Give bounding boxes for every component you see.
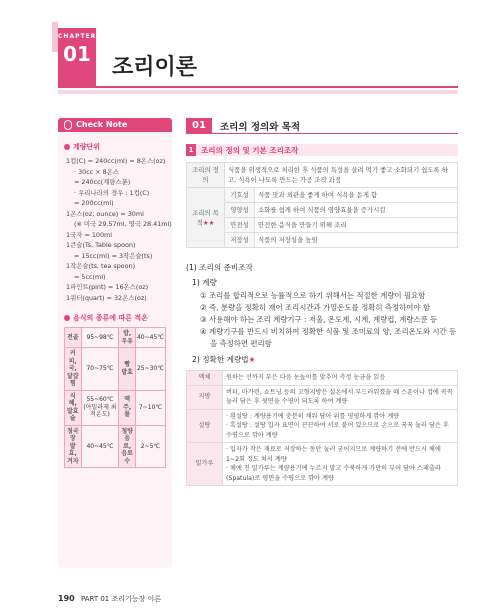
check-note-header — [58, 118, 172, 132]
table-row — [187, 409, 458, 443]
bullet-icon — [64, 144, 70, 150]
definition-table — [186, 162, 458, 248]
unit-line: 1국자 = 100ml — [66, 230, 113, 239]
unit-line: = 5cc(ml) — [74, 272, 106, 281]
unit-line: · 30cc × 8온스 — [74, 167, 120, 176]
unit-line: 1쿼터(quart) = 32온스(oz) — [66, 293, 147, 302]
method-ingredient: 액체 — [187, 371, 223, 386]
purpose-desc: 소화를 쉽게 하여 식품의 영양효율을 증가시킴 — [255, 203, 458, 218]
table-row — [65, 390, 166, 425]
purpose-desc: 안전한 음식을 만들기 위해 조리 — [255, 218, 458, 233]
unit-line: = 240cc(계량스푼) — [74, 178, 131, 186]
temp-cell: 2~5℃ — [135, 425, 165, 468]
units-list — [58, 156, 172, 303]
list-item: ④ 계량기구를 반드시 비치하여 정확한 식품 및 조미료의 양, 조리온도와 시간 등을 측정하면 편리함 — [200, 327, 457, 348]
unit-line: 1큰술(Ts, Table spoon) — [66, 241, 136, 249]
table-row — [65, 348, 166, 391]
temp-cell: 55~60℃ (아밀라제 최적온도) — [81, 390, 119, 425]
purpose-key: 기호성 — [225, 188, 255, 203]
importance-stars: ★★ — [202, 218, 215, 227]
food-cell: 청국장 발효, 겨자 — [65, 425, 82, 468]
purpose-desc: 식품의 저장성을 높임 — [255, 233, 458, 248]
prep-heading: (1) 조리의 준비조작 — [186, 263, 253, 272]
measurement-method-table — [186, 370, 458, 486]
method-ingredient: 밀가루 — [187, 443, 223, 486]
subsection-header — [186, 144, 458, 156]
food-cell: 빵 발효 — [119, 348, 136, 391]
check-note-title: Check Note — [76, 120, 128, 129]
chapter-label: CHAPTER — [58, 33, 97, 40]
method-ingredient: 설탕 — [187, 409, 223, 443]
unit-line: 1온스(oz; ounce) = 30ml — [66, 209, 144, 218]
list-item: ① 조리를 합리적으로 능률적으로 하기 위해서는 적절한 계량이 필요함 — [200, 291, 426, 300]
unit-line: 1파인트(pint) = 16온스(oz) — [66, 283, 149, 291]
temperature-table — [64, 327, 166, 468]
definition-text: 식품을 위생적으로 처리한 후 식품의 특성을 살려 먹기 좋고 소화되기 쉽도록 하고, 식욕이 나도록 만드는 가공 조작 과정 — [225, 163, 458, 188]
table-row — [187, 163, 458, 188]
bullet-icon — [64, 315, 70, 321]
chapter-title: 조리이론 — [112, 55, 198, 80]
temp-cell: 40~45℃ — [135, 328, 165, 348]
table-row — [65, 328, 166, 348]
temp-cell: 40~45℃ — [81, 425, 119, 468]
subsection-title: 조리의 정의 및 기본 조리조작 — [201, 145, 299, 155]
section-header — [186, 118, 458, 134]
purpose-key: 안전성 — [225, 218, 255, 233]
method-desc: 원하는 선까지 부은 다음 눈높이를 맞추어 측정 눈금을 읽음 — [223, 371, 458, 386]
unit-line: 1작은술(ts, tea spoon) — [66, 262, 136, 270]
food-cell: 식혜, 발효 술 — [65, 390, 82, 425]
table-row — [187, 188, 458, 203]
method-desc: · 흰설탕 : 계량용기에 충분히 채워 담아 위를 평평하게 깎아 계량 · 흑설탕 : 설탕 입자 표면이 끈끈하여 서로 붙어 있으므로 손으로 꾹꾹 눌러 담은 후 수평으로 깎아 계량 — [223, 409, 458, 443]
table-row — [187, 385, 458, 409]
list-item: ② 즉, 분량을 정확히 재어 조리시간과 가열온도를 정확히 측정하여야 함 — [200, 303, 431, 312]
temp-cell: 95~98℃ — [81, 328, 119, 348]
header-divider — [58, 86, 458, 88]
method-heading: 2) 정확한 계량법★ — [192, 355, 256, 364]
chapter-number: 01 — [63, 42, 91, 66]
definition-label: 조리의 정의 — [187, 163, 225, 188]
temp-cell: 70~75℃ — [81, 348, 119, 391]
table-row — [187, 371, 458, 386]
section-title: 조리의 정의와 목적 — [220, 121, 301, 133]
temp-cell: 25~30℃ — [135, 348, 165, 391]
table-row — [187, 443, 458, 486]
table-row — [187, 218, 458, 233]
food-cell: 맥주, 물 — [119, 390, 136, 425]
purpose-desc: 식품 맛과 외관을 좋게 하여 식욕을 돋게 함 — [255, 188, 458, 203]
table-row — [187, 233, 458, 248]
temp-cell: 7~10℃ — [135, 390, 165, 425]
unit-line: = 200cc(ml) — [74, 199, 114, 207]
table-row — [65, 425, 166, 468]
purpose-key: 영양성 — [225, 203, 255, 218]
subsection-number: 1 — [186, 144, 196, 156]
method-desc: 버터, 마가린, 쇼트닝 등의 고형지방은 실온에서 부드러워졌을 때 스푼이나 컵에 꼭꼭 눌러 담은 후 윗면을 수평이 되도록 하여 계량 — [223, 385, 458, 409]
page-number: 190 — [58, 594, 75, 603]
method-ingredient: 지방 — [187, 385, 223, 409]
unit-line: · 우리나라의 경우 : 1컵(C) — [74, 188, 150, 197]
temp-heading: 음식의 종류에 따른 적온 — [64, 313, 172, 323]
page-footer — [58, 594, 161, 604]
purpose-label: 조리의 목적★★ — [187, 188, 225, 248]
header-strip — [58, 90, 458, 94]
paperclip-icon — [64, 120, 72, 130]
method-desc: · 입자가 작은 재료로 저장하는 동안 눌러 굳어지므로 계량하기 전에 반드시 체에 1~2회 정도 쳐서 계량 · 체에 친 밀가루는 계량용기에 누르지 말고 수북하게 가만히 부어 담아 스패출라(Spatula)로 평면을 수평으로 깎아 계량 — [223, 443, 458, 486]
footer-part: PART 01 — [80, 595, 110, 603]
footer-part-title: 조리기능장 이론 — [111, 595, 162, 603]
food-cell: 전골 — [65, 328, 82, 348]
measure-list — [186, 290, 458, 350]
table-row — [187, 203, 458, 218]
units-heading: 계량단위 — [64, 142, 172, 152]
food-cell: 청량 음료, 음료수 — [119, 425, 136, 468]
main-content — [186, 118, 458, 486]
chapter-badge — [58, 28, 96, 86]
unit-line: = 15cc(ml) = 3작은술(ts) — [74, 251, 153, 260]
food-cell: 밥, 우유 — [119, 328, 136, 348]
measure-heading: 1) 계량 — [192, 278, 217, 287]
check-note-sidebar — [58, 118, 172, 568]
unit-line: 1컵(C) = 240cc(ml) = 8온스(oz) — [66, 157, 166, 165]
purpose-key: 저장성 — [225, 233, 255, 248]
food-cell: 커피, 국, 달걀찜 — [65, 348, 82, 391]
list-item: ③ 사용해야 하는 조리 계량기구 : 저울, 온도계, 시계, 계량컵, 계량스푼 등 — [200, 315, 438, 324]
section-number: 01 — [186, 118, 212, 134]
unit-line: (※ 미국 29.57ml, 영국 28.41ml) — [74, 220, 172, 228]
